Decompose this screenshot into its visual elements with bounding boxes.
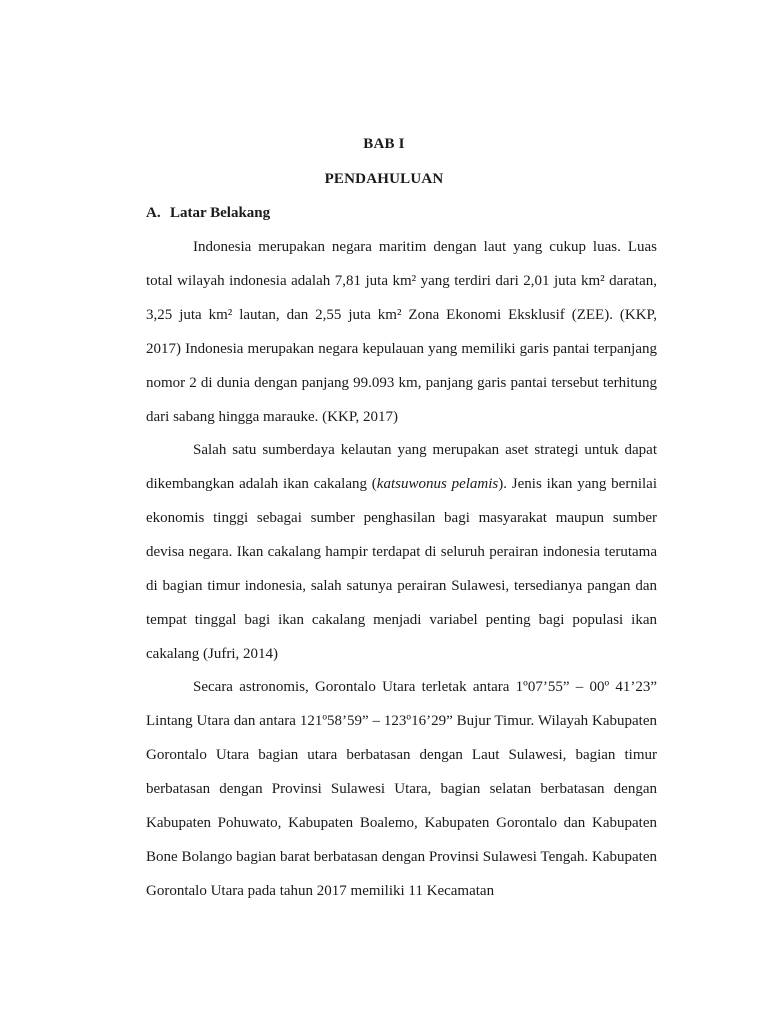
chapter-number: BAB I (363, 136, 405, 152)
section-title: Latar Belakang (170, 205, 271, 221)
paragraph-3-text: Secara astronomis, Gorontalo Utara terletak antara 1º07’55” – 00º 41’23” Lintang Utara dan antara 121º58’59” – 123º16’29” Bujur Timur. Wilayah Kabupaten Gorontalo Utara bagian utara berbatasan dengan Laut Sulawesi, bagian timur berbatasan dengan Provinsi Sulawesi Utara, bagian selatan berbatasan dengan Kabupaten Pohuwato, Kabupaten Boalemo, Kabupaten Gorontalo dan Kabupaten Bone Bolango bagian barat berbatasan dengan Provinsi Sulawesi Tengah. Kabupaten Gorontalo Utara pada tahun 2017 memiliki 11 Kecamatan (146, 679, 657, 899)
paragraph-3 (146, 670, 657, 910)
section-letter: A. (146, 205, 161, 221)
paragraph-1 (146, 230, 657, 432)
section-heading (146, 205, 270, 222)
paragraph-2-text-after: ). Jenis ikan yang bernilai ekonomis tinggi sebagai sumber penghasilan bagi masyarakat maupun sumber devisa negara. Ikan cakalang hampir terdapat di seluruh perairan indonesia terutama di bagian timur indonesia, salah satunya perairan Sulawesi, tersedianya pangan dan tempat tinggal bagi ikan cakalang menjadi variabel penting bagi populasi ikan cakalang (Jufri, 2014) (146, 476, 657, 662)
chapter-title: PENDAHULUAN (324, 171, 444, 187)
species-name-italic: katsuwonus pelamis (376, 476, 499, 492)
paragraph-1-text: Indonesia merupakan negara maritim dengan laut yang cukup luas. Luas total wilayah indonesia adalah 7,81 juta km² yang terdiri dari 2,01 juta km² daratan, 3,25 juta km² lautan, dan 2,55 juta km² Zona Ekonomi Eksklusif (ZEE). (KKP, 2017) Indonesia merupakan negara kepulauan yang memiliki garis pantai terpanjang nomor 2 di dunia dengan panjang 99.093 km, panjang garis pantai tersebut terhitung dari sabang hingga marauke. (KKP, 2017) (146, 239, 657, 425)
paragraph-2-text-before: Salah satu sumberdaya kelautan yang merupakan aset strategi untuk dapat dikembangkan adalah ikan cakalang ( (146, 442, 657, 492)
paragraph-2 (146, 433, 657, 669)
